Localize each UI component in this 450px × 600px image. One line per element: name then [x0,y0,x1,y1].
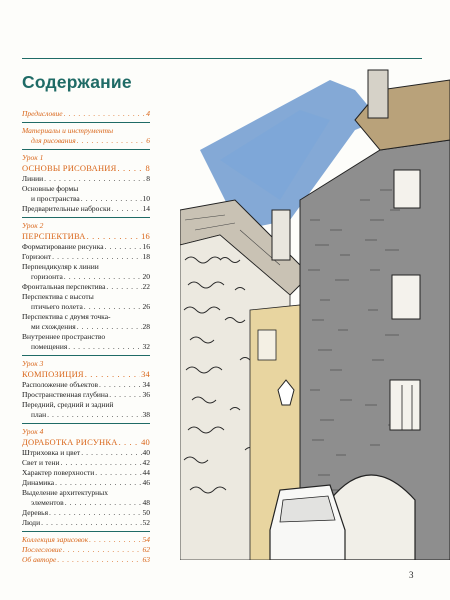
toc-entry-label: Линии [22,174,44,183]
toc-entry-page: 8 [146,174,150,183]
toc-entry-page: 28 [142,322,150,331]
page-title: Содержание [22,72,132,92]
lesson-label: Урок 4 [22,427,44,436]
toc-entry-label: Люди [22,518,41,527]
toc-entry-page: 6 [146,136,150,145]
toc-entry-label: Характер поверхности [22,468,95,477]
toc-entry-label: Расположение объектов [22,380,99,389]
toc-entry-label: для рисования [31,136,76,145]
toc-entry-page: 4 [146,109,150,118]
toc-entry[interactable] [22,458,150,468]
toc-entry-label: Предисловие [22,109,63,118]
toc-entry-label: и пространства [31,194,80,203]
toc-entry-line1[interactable]: Перпендикуляр к линии [22,262,99,271]
toc-entry-page: 14 [142,204,150,213]
toc-entry-label: Фронтальная перспектива [22,282,106,291]
toc-entry-label: Предварительные наброски [22,204,111,213]
toc-entry-page: 20 [142,272,150,281]
lesson-heading-label: ДОРАБОТКА РИСУНКА [22,437,118,447]
toc-entry-line1[interactable]: Основные формы [22,184,79,193]
toc-entry[interactable] [22,342,150,352]
toc-entry-page: 10 [142,194,150,203]
toc-entry-materials-line1[interactable]: Материалы и инструменты [22,126,114,135]
toc-entry-afterword[interactable] [22,545,150,555]
toc-entry-page: 18 [142,252,150,261]
section-divider [22,122,150,123]
table-of-contents [22,109,150,565]
lesson-heading[interactable] [22,369,150,380]
lesson-heading-label: ПЕРСПЕКТИВА [22,231,86,241]
lesson-heading[interactable] [22,231,150,242]
toc-entry-page: 44 [142,468,150,477]
toc-entry-label: Послесловие [22,545,62,554]
toc-entry-page: 54 [142,535,150,544]
parked-car [270,485,345,560]
toc-entry-page: 16 [142,242,150,251]
toc-entry[interactable] [22,252,150,262]
lesson-heading[interactable] [22,437,150,448]
toc-entry[interactable] [22,448,150,458]
toc-entry[interactable] [22,390,150,400]
header-rule [22,58,422,59]
toc-entry-page: 46 [142,478,150,487]
toc-entry[interactable] [22,478,150,488]
toc-entry-label: птичьего полета [31,302,83,311]
toc-entry-label: ми схождения [31,322,76,331]
lesson-heading-label: КОМПОЗИЦИЯ [22,369,84,379]
toc-entry-page: 36 [142,390,150,399]
toc-entry[interactable] [22,380,150,390]
toc-entry-page: 63 [142,555,150,564]
window [258,330,276,360]
toc-entry-label: Штриховка и цвет [22,448,81,457]
lesson-label: Урок 2 [22,221,44,230]
toc-entry[interactable] [22,242,150,252]
toc-entry[interactable] [22,498,150,508]
toc-entry-page: 62 [142,545,150,554]
toc-entry-page: 34 [142,380,150,389]
toc-entry[interactable] [22,302,150,312]
toc-entry-page: 48 [142,498,150,507]
lesson-heading[interactable] [22,163,150,174]
toc-entry-label: Пространственная глубина [22,390,109,399]
street-sketch-illustration [180,60,450,560]
toc-entry[interactable] [22,518,150,528]
toc-entry-collection[interactable] [22,535,150,545]
big-chimney [368,70,388,118]
toc-entry-page: 40 [141,437,150,447]
toc-entry-label: план [31,410,47,419]
lesson-heading-label: ОСНОВЫ РИСОВАНИЯ [22,163,117,173]
toc-entry-about[interactable] [22,555,150,565]
toc-entry-label: Горизонт [22,252,52,261]
toc-entry-label: элементов [31,498,64,507]
toc-entry[interactable] [22,204,150,214]
toc-entry[interactable] [22,272,150,282]
lesson-label: Урок 3 [22,359,44,368]
toc-entry[interactable] [22,194,150,204]
toc-entry-label: Деревья [22,508,49,517]
toc-entry[interactable] [22,322,150,332]
toc-entry-label: Коллекция зарисовок [22,535,89,544]
section-divider [22,149,150,150]
section-divider [22,531,150,532]
toc-entry-page: 8 [145,163,150,173]
lesson-label: Урок 1 [22,153,44,162]
toc-entry-label: помещения [31,342,68,351]
section-divider [22,423,150,424]
toc-entry-line1[interactable]: Перспектива с высоты [22,292,94,301]
toc-entry-page: 50 [142,508,150,517]
toc-entry-page: 38 [142,410,150,419]
small-chimney [272,210,290,260]
car-windshield [280,496,335,522]
toc-entry-page: 34 [141,369,150,379]
toc-entry[interactable] [22,410,150,420]
toc-entry[interactable] [22,282,150,292]
toc-entry-label: Динамика [22,478,55,487]
toc-entry-page: 22 [142,282,150,291]
toc-entry[interactable] [22,508,150,518]
toc-entry-page: 16 [141,231,150,241]
toc-entry-page: 40 [142,448,150,457]
toc-entry-page: 32 [142,342,150,351]
toc-entry-label: Об авторе [22,555,57,564]
toc-entry-label: Свет и тени [22,458,60,467]
toc-entry[interactable] [22,174,150,184]
toc-entry-page: 26 [142,302,150,311]
toc-entry[interactable] [22,468,150,478]
toc-entry-line1[interactable]: Перспектива с двумя точка- [22,312,111,321]
toc-entry-label: Форматирование рисунка [22,242,104,251]
toc-entry-materials[interactable] [22,136,150,146]
toc-entry-page: 42 [142,458,150,467]
toc-entry-line1[interactable]: Передний, средний и задний [22,400,114,409]
toc-entry-line1[interactable]: Выделение архитектурных [22,488,108,497]
section-divider [22,355,150,356]
toc-entry-page: 52 [142,518,150,527]
toc-entry-preface[interactable] [22,109,150,119]
section-divider [22,217,150,218]
page-number: 3 [409,570,414,580]
toc-entry-line1[interactable]: Внутреннее пространство [22,332,106,341]
toc-entry-label: горизонта [31,272,63,281]
